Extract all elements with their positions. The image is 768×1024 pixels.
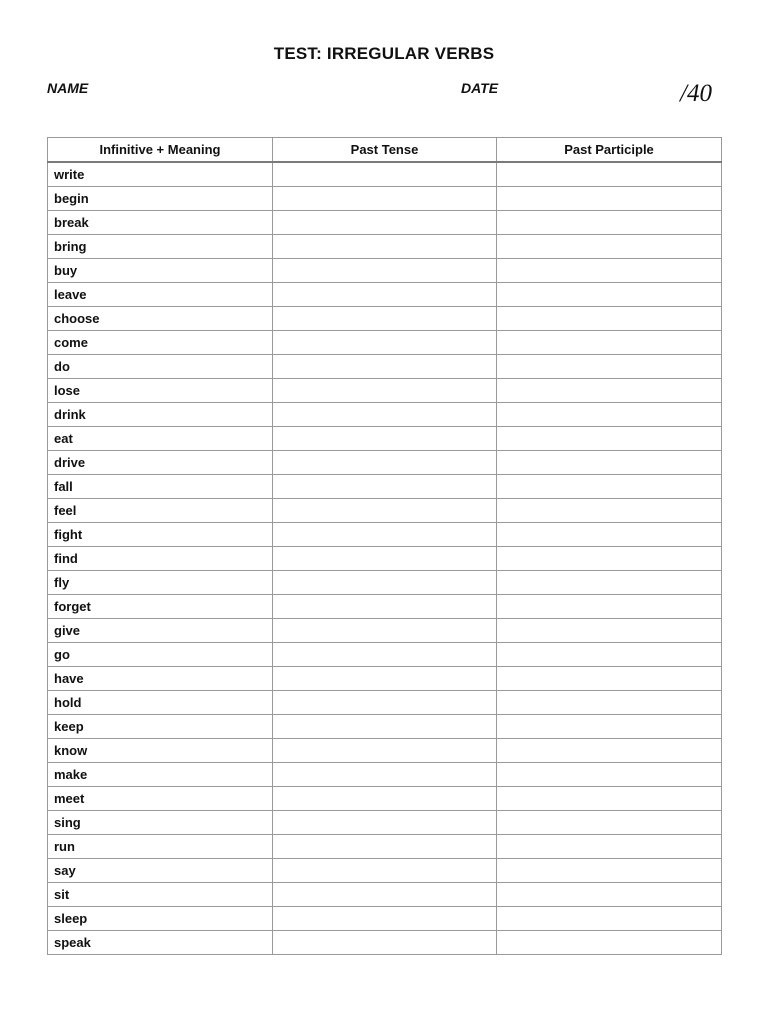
infinitive-cell: sleep xyxy=(48,907,273,931)
infinitive-cell: sit xyxy=(48,883,273,907)
past-participle-answer-cell[interactable] xyxy=(497,307,722,331)
infinitive-cell: make xyxy=(48,763,273,787)
infinitive-cell: break xyxy=(48,211,273,235)
infinitive-cell: come xyxy=(48,331,273,355)
past-tense-answer-cell[interactable] xyxy=(273,907,497,931)
past-participle-answer-cell[interactable] xyxy=(497,595,722,619)
past-tense-answer-cell[interactable] xyxy=(273,451,497,475)
past-participle-answer-cell[interactable] xyxy=(497,619,722,643)
past-participle-answer-cell[interactable] xyxy=(497,667,722,691)
past-tense-answer-cell[interactable] xyxy=(273,571,497,595)
past-tense-answer-cell[interactable] xyxy=(273,883,497,907)
infinitive-cell: keep xyxy=(48,715,273,739)
past-tense-answer-cell[interactable] xyxy=(273,787,497,811)
past-tense-answer-cell[interactable] xyxy=(273,619,497,643)
infinitive-cell: know xyxy=(48,739,273,763)
table-row xyxy=(48,403,722,427)
page-title: TEST: IRREGULAR VERBS xyxy=(273,44,495,63)
infinitive-cell: find xyxy=(48,547,273,571)
past-tense-answer-cell[interactable] xyxy=(273,547,497,571)
past-participle-answer-cell[interactable] xyxy=(497,403,722,427)
name-label: NAME xyxy=(47,80,89,96)
past-participle-answer-cell[interactable] xyxy=(497,547,722,571)
past-participle-answer-cell[interactable] xyxy=(497,187,722,211)
past-participle-answer-cell[interactable] xyxy=(497,162,722,187)
past-tense-answer-cell[interactable] xyxy=(273,427,497,451)
past-participle-answer-cell[interactable] xyxy=(497,859,722,883)
past-participle-answer-cell[interactable] xyxy=(497,499,722,523)
past-tense-answer-cell[interactable] xyxy=(273,283,497,307)
table-row xyxy=(48,907,722,931)
past-participle-answer-cell[interactable] xyxy=(497,331,722,355)
past-participle-answer-cell[interactable] xyxy=(497,235,722,259)
table-row xyxy=(48,691,722,715)
table-row xyxy=(48,187,722,211)
infinitive-cell: feel xyxy=(48,499,273,523)
infinitive-cell: bring xyxy=(48,235,273,259)
date-label: DATE xyxy=(461,80,499,96)
past-participle-answer-cell[interactable] xyxy=(497,259,722,283)
table-row xyxy=(48,331,722,355)
past-participle-answer-cell[interactable] xyxy=(497,715,722,739)
table-body xyxy=(48,162,722,955)
infinitive-cell: hold xyxy=(48,691,273,715)
infinitive-cell: fly xyxy=(48,571,273,595)
past-tense-answer-cell[interactable] xyxy=(273,403,497,427)
past-tense-answer-cell[interactable] xyxy=(273,187,497,211)
past-tense-answer-cell[interactable] xyxy=(273,667,497,691)
past-participle-answer-cell[interactable] xyxy=(497,355,722,379)
infinitive-cell: run xyxy=(48,835,273,859)
table-row xyxy=(48,427,722,451)
table-row xyxy=(48,475,722,499)
past-participle-answer-cell[interactable] xyxy=(497,883,722,907)
past-tense-answer-cell[interactable] xyxy=(273,595,497,619)
infinitive-cell: lose xyxy=(48,379,273,403)
infinitive-cell: have xyxy=(48,667,273,691)
past-tense-answer-cell[interactable] xyxy=(273,859,497,883)
table-row xyxy=(48,162,722,187)
infinitive-cell: buy xyxy=(48,259,273,283)
infinitive-cell: forget xyxy=(48,595,273,619)
table-row xyxy=(48,571,722,595)
past-participle-answer-cell[interactable] xyxy=(497,571,722,595)
past-participle-answer-cell[interactable] xyxy=(497,811,722,835)
header-infinitive: Infinitive + Meaning xyxy=(48,138,273,163)
table-row xyxy=(48,715,722,739)
score-total: /40 xyxy=(680,80,712,107)
past-participle-answer-cell[interactable] xyxy=(497,379,722,403)
infinitive-cell: write xyxy=(48,162,273,187)
infinitive-cell: speak xyxy=(48,931,273,955)
table-row xyxy=(48,883,722,907)
table-row xyxy=(48,355,722,379)
past-tense-answer-cell[interactable] xyxy=(273,499,497,523)
past-tense-answer-cell[interactable] xyxy=(273,307,497,331)
header-past-tense: Past Tense xyxy=(273,138,497,163)
infinitive-cell: drink xyxy=(48,403,273,427)
table-row xyxy=(48,451,722,475)
infinitive-cell: begin xyxy=(48,187,273,211)
table-row xyxy=(48,211,722,235)
infinitive-cell: give xyxy=(48,619,273,643)
table-row xyxy=(48,547,722,571)
table-header-row xyxy=(48,138,722,163)
past-participle-answer-cell[interactable] xyxy=(497,523,722,547)
table-row xyxy=(48,523,722,547)
past-participle-answer-cell[interactable] xyxy=(497,931,722,955)
table-row xyxy=(48,667,722,691)
past-tense-answer-cell[interactable] xyxy=(273,379,497,403)
infinitive-cell: eat xyxy=(48,427,273,451)
infinitive-cell: choose xyxy=(48,307,273,331)
past-participle-answer-cell[interactable] xyxy=(497,451,722,475)
infinitive-cell: say xyxy=(48,859,273,883)
table-row xyxy=(48,811,722,835)
past-participle-answer-cell[interactable] xyxy=(497,427,722,451)
table-row xyxy=(48,931,722,955)
table-row xyxy=(48,379,722,403)
table-row xyxy=(48,835,722,859)
past-tense-answer-cell[interactable] xyxy=(273,835,497,859)
infinitive-cell: meet xyxy=(48,787,273,811)
past-tense-answer-cell[interactable] xyxy=(273,715,497,739)
past-tense-answer-cell[interactable] xyxy=(273,739,497,763)
past-tense-answer-cell[interactable] xyxy=(273,211,497,235)
past-participle-answer-cell[interactable] xyxy=(497,739,722,763)
table-row xyxy=(48,739,722,763)
infinitive-cell: do xyxy=(48,355,273,379)
past-participle-answer-cell[interactable] xyxy=(497,763,722,787)
infinitive-cell: fall xyxy=(48,475,273,499)
header-past-participle: Past Participle xyxy=(497,138,722,163)
past-participle-answer-cell[interactable] xyxy=(497,787,722,811)
table-row xyxy=(48,619,722,643)
verbs-table xyxy=(47,137,722,955)
past-tense-answer-cell[interactable] xyxy=(273,475,497,499)
past-participle-answer-cell[interactable] xyxy=(497,907,722,931)
table-row xyxy=(48,259,722,283)
past-participle-answer-cell[interactable] xyxy=(497,283,722,307)
table-row xyxy=(48,283,722,307)
infinitive-cell: drive xyxy=(48,451,273,475)
infinitive-cell: fight xyxy=(48,523,273,547)
past-tense-answer-cell[interactable] xyxy=(273,355,497,379)
table-row xyxy=(48,859,722,883)
infinitive-cell: go xyxy=(48,643,273,667)
past-tense-answer-cell[interactable] xyxy=(273,259,497,283)
past-participle-answer-cell[interactable] xyxy=(497,691,722,715)
infinitive-cell: leave xyxy=(48,283,273,307)
past-tense-answer-cell[interactable] xyxy=(273,931,497,955)
past-participle-answer-cell[interactable] xyxy=(497,643,722,667)
table-row xyxy=(48,763,722,787)
past-tense-answer-cell[interactable] xyxy=(273,523,497,547)
table-row xyxy=(48,235,722,259)
table-row xyxy=(48,595,722,619)
past-tense-answer-cell[interactable] xyxy=(273,331,497,355)
table-row xyxy=(48,307,722,331)
infinitive-cell: sing xyxy=(48,811,273,835)
table-row xyxy=(48,787,722,811)
past-tense-answer-cell[interactable] xyxy=(273,235,497,259)
past-participle-answer-cell[interactable] xyxy=(497,211,722,235)
past-tense-answer-cell[interactable] xyxy=(273,763,497,787)
past-participle-answer-cell[interactable] xyxy=(497,835,722,859)
past-tense-answer-cell[interactable] xyxy=(273,162,497,187)
past-tense-answer-cell[interactable] xyxy=(273,811,497,835)
past-participle-answer-cell[interactable] xyxy=(497,475,722,499)
past-tense-answer-cell[interactable] xyxy=(273,691,497,715)
table-row xyxy=(48,643,722,667)
table-row xyxy=(48,499,722,523)
past-tense-answer-cell[interactable] xyxy=(273,643,497,667)
